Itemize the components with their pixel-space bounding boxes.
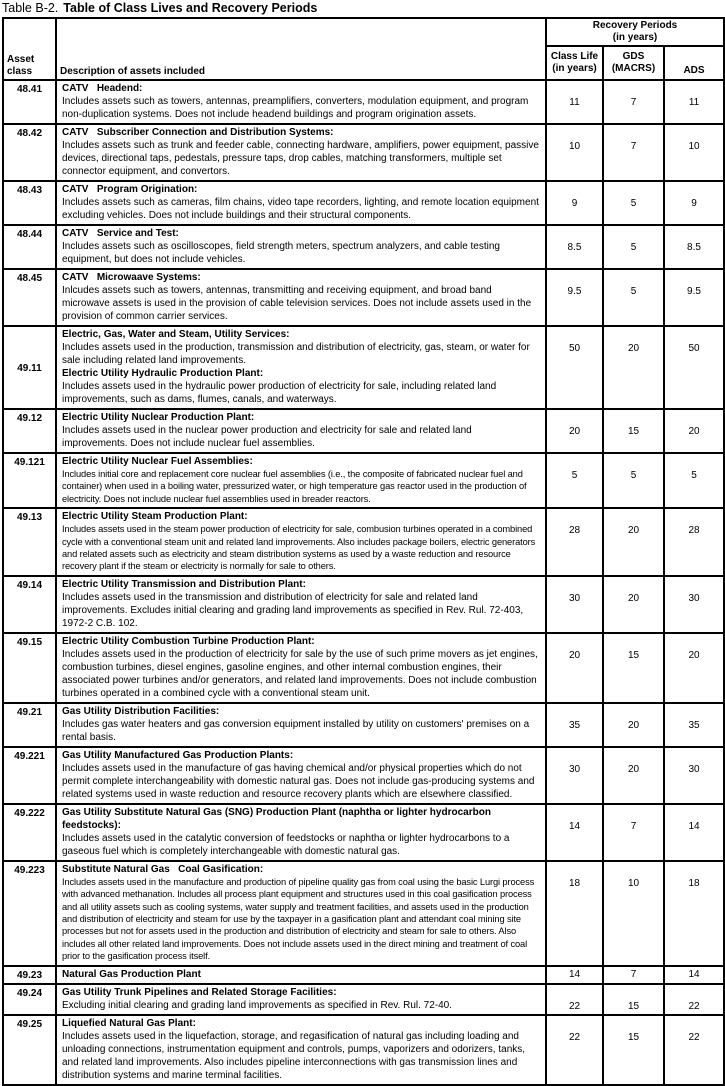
gds-cell: 20	[603, 747, 664, 804]
asset-description: Includes assets used in the production of electricity for sale by the use of such prime movers as jet engines, combustion turbines, diesel engines, gasoline engines, and other internal combustion engines, their associated power turbines and/or generators, and related land improvements. Does not include combustion turbines operated in a combined cycle with a conventional steam unit.	[62, 648, 538, 699]
asset-title: CATV Microwaave Systems:	[62, 272, 201, 283]
class-life-cell: 9	[546, 181, 603, 225]
gds-cell: 7	[603, 804, 664, 861]
class-life-cell: 22	[546, 984, 603, 1015]
ads-cell: 5	[664, 453, 724, 508]
asset-class-cell: 49.121	[3, 453, 56, 508]
gds-cell: 15	[603, 409, 664, 453]
description-cell	[56, 181, 546, 225]
asset-description: Includes assets such as oscilloscopes, field strength meters, spectrum analyzers, and cable testing equipment, but does not include vehicles.	[62, 241, 500, 265]
asset-title: CATV Subscriber Connection and Distribution Systems:	[62, 127, 334, 138]
asset-title: CATV Headend:	[62, 83, 143, 94]
table-row	[3, 269, 724, 326]
table-row	[3, 181, 724, 225]
asset-title: Gas Utility Distribution Facilities:	[62, 705, 220, 717]
ads-cell: 9	[664, 181, 724, 225]
gds-cell: 5	[603, 453, 664, 508]
ads-cell: 20	[664, 633, 724, 703]
asset-description: Includes assets such as cameras, film chains, video tape recorders, lighting, and remote location equipment excluding vehicles. Does not include buildings and their structural components.	[62, 197, 539, 221]
description-cell	[56, 703, 546, 747]
class-life-cell: 20	[546, 409, 603, 453]
asset-title: Electric, Gas, Water and Steam, Utility Services:	[62, 329, 290, 340]
asset-title: Electric Utility Nuclear Fuel Assemblies:	[62, 456, 253, 467]
asset-class-cell: 49.12	[3, 409, 56, 453]
gds-cell: 5	[603, 269, 664, 326]
asset-class-cell: 49.24	[3, 984, 56, 1015]
table-row	[3, 804, 724, 861]
ads-header: ADS	[664, 46, 724, 80]
gds-cell: 20	[603, 576, 664, 633]
description-cell	[56, 124, 546, 181]
table-row	[3, 984, 724, 1015]
class-life-cell: 9.5	[546, 269, 603, 326]
description-cell	[56, 966, 546, 984]
table-row	[3, 1015, 724, 1085]
table-row	[3, 966, 724, 984]
class-life-cell: 10	[546, 124, 603, 181]
table-number-label: Table B-2.	[2, 1, 59, 15]
class-life-header: Class Life (in years)	[546, 46, 603, 80]
description-cell	[56, 861, 546, 966]
asset-class-header: Asset class	[3, 18, 56, 80]
class-life-cell: 22	[546, 1015, 603, 1085]
ads-cell: 28	[664, 508, 724, 576]
asset-description: Includes assets used in the manufacture of gas having chemical and/or physical properties which do not permit complete interchangeability with domestic natural gas. Does not include gas-producing systems and related systems used in waste reduction and resource recovery plants which are elsewhere classified.	[62, 762, 535, 800]
gds-cell: 15	[603, 1015, 664, 1085]
gds-cell: 20	[603, 703, 664, 747]
asset-class-cell: 48.44	[3, 225, 56, 269]
recovery-periods-header: Recovery Periods (in years)	[546, 18, 724, 46]
asset-title: Electric Utility Hydraulic Production Plant:	[62, 368, 264, 379]
description-cell	[56, 326, 546, 409]
gds-cell: 7	[603, 966, 664, 984]
ads-cell: 22	[664, 984, 724, 1015]
ads-cell: 8.5	[664, 225, 724, 269]
asset-title: Electric Utility Combustion Turbine Production Plant:	[62, 635, 315, 647]
description-cell	[56, 633, 546, 703]
class-life-cell: 18	[546, 861, 603, 966]
class-life-cell: 30	[546, 576, 603, 633]
asset-title: Natural Gas Production Plant	[62, 968, 201, 980]
asset-description: Inlcudes assets such as towers, antennas, transmitting and receiving equipment, and broad band microwave assets is used in the provision of cable television services. Does not include assets used in the provision of common carrier services.	[62, 285, 532, 322]
asset-description: Excluding initial clearing and grading land improvements as specified in Rev. Rul. 72-40.	[62, 999, 453, 1011]
description-cell	[56, 508, 546, 576]
asset-class-cell: 49.15	[3, 633, 56, 703]
ads-cell: 30	[664, 576, 724, 633]
ads-cell: 18	[664, 861, 724, 966]
ads-cell: 30	[664, 747, 724, 804]
asset-class-cell: 49.222	[3, 804, 56, 861]
asset-description: Includes assets used in the manufacture and production of pipeline quality gas from coal using the basic Lurgi process with advanced methanation. Includes all process plant equipment and structures used in this coal gasification process and all utility assets such as cooling systems, water supply and treatment facilities, and assets used in the production and distribution of electricity and steam for use by the taxpayer in a gasification plant and attendant coal mining site processes but not for assets used in the production and distribution of electricity and steam for sale to others. Also includes all other related land improvements. Does not include assets used in the direct mining and treatment of coal prior to the gasification process itself.	[62, 876, 535, 962]
description-cell	[56, 225, 546, 269]
class-lives-table	[2, 17, 725, 1086]
description-cell	[56, 984, 546, 1015]
asset-title: CATV Program Origination:	[62, 184, 198, 195]
table-row	[3, 80, 724, 124]
gds-cell: 20	[603, 508, 664, 576]
description-cell	[56, 804, 546, 861]
asset-description: Includes assets used in the transmission and distribution of electricity for sale and related land improvements. Excludes initial clearing and grading land improvements as specified in Rev. Rul. 72-403, 1972-2 C.B. 102.	[62, 591, 524, 629]
table-row	[3, 861, 724, 966]
asset-title: Gas Utility Trunk Pipelines and Related Storage Facilities:	[62, 986, 337, 998]
class-life-cell: 20	[546, 633, 603, 703]
gds-cell: 5	[603, 225, 664, 269]
description-cell	[56, 80, 546, 124]
asset-class-cell: 49.25	[3, 1015, 56, 1085]
asset-class-cell: 49.13	[3, 508, 56, 576]
description-cell	[56, 269, 546, 326]
class-life-cell: 28	[546, 508, 603, 576]
description-cell	[56, 747, 546, 804]
class-life-cell: 11	[546, 80, 603, 124]
asset-class-cell: 49.14	[3, 576, 56, 633]
asset-description: Includes assets used in the catalytic conversion of feedstocks or naphtha or lighter hydrocarbons to a gaseous fuel which is completely interchangeable with domestic natural gas.	[62, 832, 510, 857]
gds-cell: 7	[603, 124, 664, 181]
asset-description: Includes initial core and replacement core nuclear fuel assemblies (i.e., the composite of fabricated nuclear fuel and container) when used in a boiling water, pressurized water, or high temperature gas reactor used in the production of electricity. Does not include nuclear fuel assemblies used in breader reactors.	[62, 469, 527, 504]
table-title-label: Table of Class Lives and Recovery Periods	[63, 1, 318, 15]
class-life-cell: 30	[546, 747, 603, 804]
gds-cell: 7	[603, 80, 664, 124]
table-row	[3, 633, 724, 703]
asset-title: Substitute Natural Gas Coal Gasification:	[62, 863, 264, 875]
asset-title: Gas Utility Substitute Natural Gas (SNG) Production Plant (naphtha or lighter hydrocarbon feedstocks):	[62, 806, 494, 831]
table-row	[3, 453, 724, 508]
description-cell	[56, 1015, 546, 1085]
ads-cell: 22	[664, 1015, 724, 1085]
description-cell	[56, 453, 546, 508]
gds-cell: 15	[603, 984, 664, 1015]
asset-title: Electric Utility Transmission and Distribution Plant:	[62, 578, 306, 590]
table-row	[3, 576, 724, 633]
asset-class-cell: 48.43	[3, 181, 56, 225]
table-row	[3, 508, 724, 576]
asset-class-cell: 49.11	[3, 326, 56, 409]
asset-description: Includes assets used in the production, transmission and distribution of electricity, gas, steam, or water for sale including related land improvements.	[62, 342, 530, 366]
asset-class-cell: 48.45	[3, 269, 56, 326]
gds-cell: 15	[603, 633, 664, 703]
asset-description: Includes gas water heaters and gas conversion equipment installed by utility on customers' premises on a rental basis.	[62, 718, 530, 743]
table-row	[3, 409, 724, 453]
class-life-cell: 50	[546, 326, 603, 409]
description-cell	[56, 409, 546, 453]
ads-cell: 9.5	[664, 269, 724, 326]
page-title	[0, 0, 725, 17]
gds-cell: 5	[603, 181, 664, 225]
table-row	[3, 703, 724, 747]
asset-description: Includes assets used in the liquefaction, storage, and regasification of natural gas including loading and unloading connections, instrumentation equipment and controls, pumps, vaporizers and odorizers, tanks, and related land improvements. Also includes pipeline interconnections with gas transmission lines and distribution systems and marine terminal facilities.	[62, 1030, 526, 1081]
table-row	[3, 747, 724, 804]
asset-description: Includes assets used in the steam power production of electricity for sale, combusion turbines operated in a combined cycle with a conventional steam unit and related land improvements. Also includes package boilers, electric generators and related assets such as electricity and steam distribution systems as used by a waste reduction and resource recovery plant if the steam or electricity is normally for sale to others.	[62, 524, 536, 572]
asset-description: Includes assets used in the nuclear power production and electricity for sale and related land improvements. Does not include nuclear fuel assemblies.	[62, 425, 472, 449]
class-life-cell: 14	[546, 804, 603, 861]
gds-cell: 20	[603, 326, 664, 409]
class-life-cell: 35	[546, 703, 603, 747]
asset-description: Includes assets such as towers, antennas, preamplifiers, converters, modulation equipment, and program non-duplication systems. Does not include headend buildings and program origination assets.	[62, 96, 529, 120]
asset-title: CATV Service and Test:	[62, 228, 179, 239]
asset-class-cell: 49.23	[3, 966, 56, 984]
ads-cell: 20	[664, 409, 724, 453]
asset-description: Includes assets such as trunk and feeder cable, connecting hardware, amplifiers, power equipment, passive devices, directional taps, pedestals, pressure taps, drop cables, matching transformers, multiple set connector equipment, and convertors.	[62, 140, 539, 177]
asset-title: Electric Utility Steam Production Plant:	[62, 511, 248, 523]
table-row	[3, 124, 724, 181]
table-body	[3, 80, 724, 1085]
class-life-cell: 5	[546, 453, 603, 508]
class-life-cell: 8.5	[546, 225, 603, 269]
table-row	[3, 225, 724, 269]
ads-cell: 14	[664, 804, 724, 861]
class-life-cell: 14	[546, 966, 603, 984]
description-cell	[56, 576, 546, 633]
ads-cell: 35	[664, 703, 724, 747]
asset-title: Electric Utility Nuclear Production Plant:	[62, 412, 255, 423]
asset-description: Includes assets used in the hydraulic power production of electricity for sale, including related land improvements, such as dams, flumes, canals, and waterways.	[62, 381, 497, 405]
ads-cell: 14	[664, 966, 724, 984]
header-row-top	[3, 18, 724, 46]
description-header: Description of assets included	[56, 18, 546, 80]
ads-cell: 11	[664, 80, 724, 124]
asset-class-cell: 48.42	[3, 124, 56, 181]
asset-class-cell: 49.223	[3, 861, 56, 966]
asset-title: Liquefied Natural Gas Plant:	[62, 1017, 196, 1029]
asset-title: Gas Utility Manufactured Gas Production Plants:	[62, 749, 294, 761]
table-row	[3, 326, 724, 409]
gds-header: GDS (MACRS)	[603, 46, 664, 80]
ads-cell: 10	[664, 124, 724, 181]
asset-class-cell: 49.221	[3, 747, 56, 804]
ads-cell: 50	[664, 326, 724, 409]
table-header	[3, 18, 724, 80]
asset-class-cell: 49.21	[3, 703, 56, 747]
gds-cell: 10	[603, 861, 664, 966]
asset-class-cell: 48.41	[3, 80, 56, 124]
